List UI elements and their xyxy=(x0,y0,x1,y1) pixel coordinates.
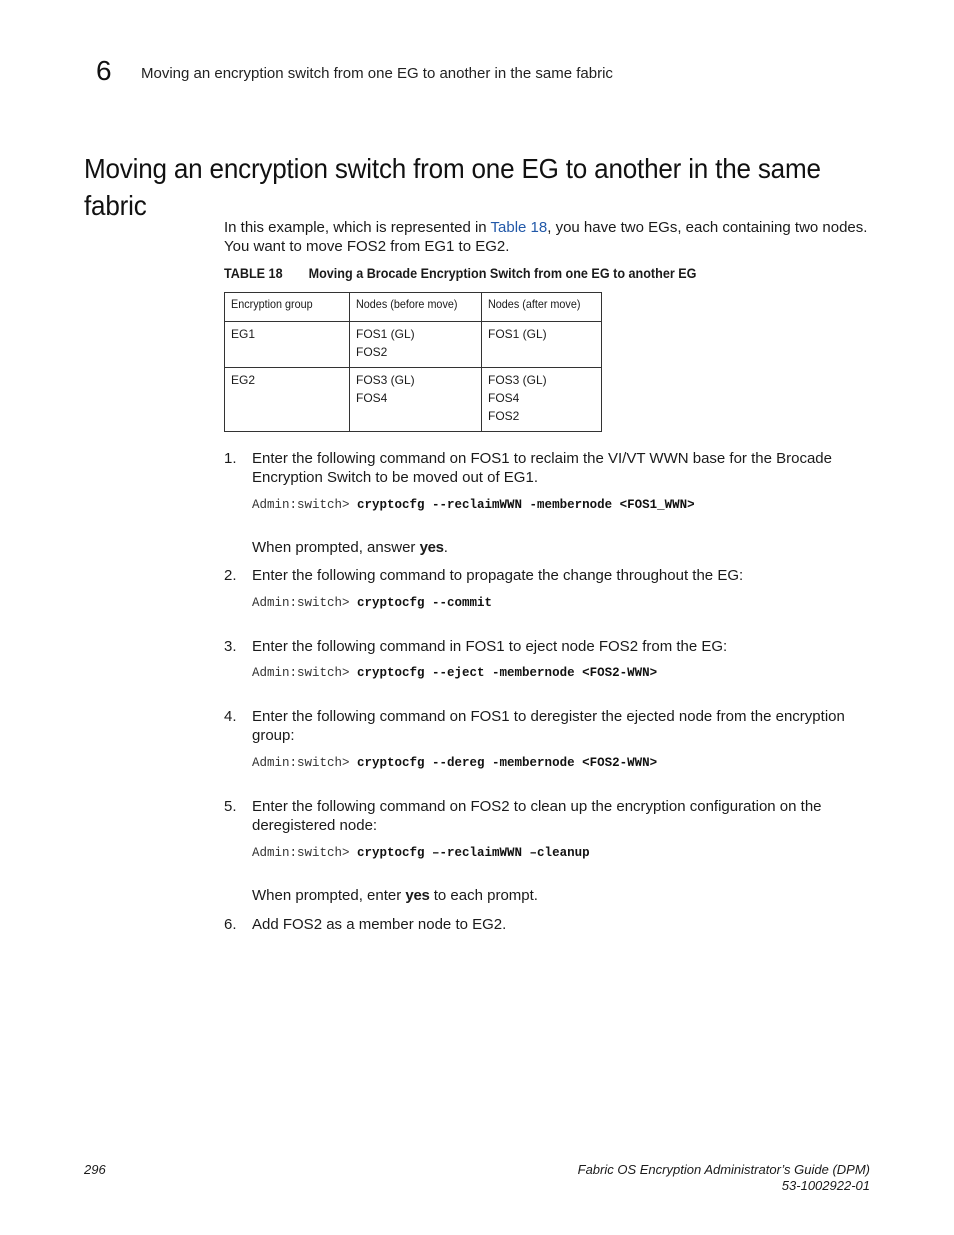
command-text: cryptocfg --commit xyxy=(357,596,493,610)
command-prompt: Admin:switch> xyxy=(252,596,358,610)
step-6 xyxy=(224,915,874,934)
header-nodes-after: Nodes (after move) xyxy=(482,293,602,322)
cell-before: FOS1 (GL) FOS2 xyxy=(350,322,482,368)
command-text: cryptocfg –-reclaimWWN –cleanup xyxy=(357,846,590,860)
intro-text-end: , you have two EGs, each containing two nodes. You want to move FOS2 from EG1 to EG2. xyxy=(224,219,868,255)
encryption-group-table xyxy=(224,292,602,432)
step-number: 6. xyxy=(224,916,237,933)
cell-after: FOS1 (GL) xyxy=(482,322,602,368)
step-text: Enter the following command in FOS1 to eject node FOS2 from the EG: xyxy=(252,638,728,655)
table-18-link[interactable]: Table 18 xyxy=(490,219,548,236)
step-4 xyxy=(224,707,874,771)
header-encryption-group: Encryption group xyxy=(225,293,350,322)
step-number: 4. xyxy=(224,708,237,725)
command-text: cryptocfg --reclaimWWN -membernode <FOS1_WWN> xyxy=(357,498,695,512)
running-header-title: Moving an encryption switch from one EG to another in the same fabric xyxy=(141,65,613,82)
step-number: 3. xyxy=(224,638,237,655)
table-caption xyxy=(224,264,809,282)
footer-page-number: 296 xyxy=(84,1162,106,1177)
answer-keyword: yes xyxy=(419,539,444,556)
intro-paragraph xyxy=(224,218,874,256)
step-text: Enter the following command on FOS1 to deregister the ejected node from the encryption group: xyxy=(252,708,845,744)
cell-group: EG2 xyxy=(225,368,350,432)
table-row xyxy=(225,322,602,368)
step-number: 2. xyxy=(224,567,237,584)
step-note: When prompted, enter yes to each prompt. xyxy=(252,887,538,904)
footer-doc-info xyxy=(578,1162,870,1194)
chapter-number: 6 xyxy=(96,55,112,86)
step-2 xyxy=(224,566,874,611)
cell-after: FOS3 (GL) FOS4 FOS2 xyxy=(482,368,602,432)
page-body xyxy=(224,218,874,934)
cell-before: FOS3 (GL) FOS4 xyxy=(350,368,482,432)
command-prompt: Admin:switch> xyxy=(252,498,358,512)
table-header-row xyxy=(225,293,602,322)
command-line xyxy=(252,845,874,861)
step-text: Enter the following command on FOS2 to clean up the encryption configuration on the deregistered node: xyxy=(252,798,822,834)
step-number: 5. xyxy=(224,798,237,815)
command-prompt: Admin:switch> xyxy=(252,756,358,770)
command-line xyxy=(252,595,874,611)
step-text: Enter the following command to propagate the change throughout the EG: xyxy=(252,567,744,584)
intro-text-start: In this example, which is represented in xyxy=(224,219,491,236)
command-line xyxy=(252,755,874,771)
table-label: TABLE 18 xyxy=(224,265,283,281)
command-text: cryptocfg --dereg -membernode <FOS2-WWN> xyxy=(357,756,658,770)
table-title: Moving a Brocade Encryption Switch from one EG to another EG xyxy=(308,265,697,281)
step-5 xyxy=(224,797,874,905)
cell-group: EG1 xyxy=(225,322,350,368)
table-row xyxy=(225,368,602,432)
command-prompt: Admin:switch> xyxy=(252,846,358,860)
header-nodes-before: Nodes (before move) xyxy=(350,293,482,322)
footer-doc-number: 53-1002922-01 xyxy=(781,1178,870,1193)
command-prompt: Admin:switch> xyxy=(252,666,358,680)
step-text: Enter the following command on FOS1 to reclaim the VI/VT WWN base for the Brocade Encryption Switch to be moved out of EG1. xyxy=(252,450,832,486)
command-text: cryptocfg --eject -membernode <FOS2-WWN> xyxy=(357,666,658,680)
step-1 xyxy=(224,449,874,557)
procedure-steps xyxy=(224,449,874,934)
section-title: Moving an encryption switch from one EG to another in the same fabric xyxy=(84,152,821,221)
step-text: Add FOS2 as a member node to EG2. xyxy=(252,916,507,933)
answer-keyword: yes xyxy=(405,887,430,904)
command-line xyxy=(252,665,874,681)
footer-doc-title: Fabric OS Encryption Administrator’s Guide (DPM) xyxy=(577,1162,870,1177)
step-3 xyxy=(224,637,874,681)
step-number: 1. xyxy=(224,450,237,467)
command-line xyxy=(252,497,874,513)
step-note: When prompted, answer yes. xyxy=(252,539,448,556)
